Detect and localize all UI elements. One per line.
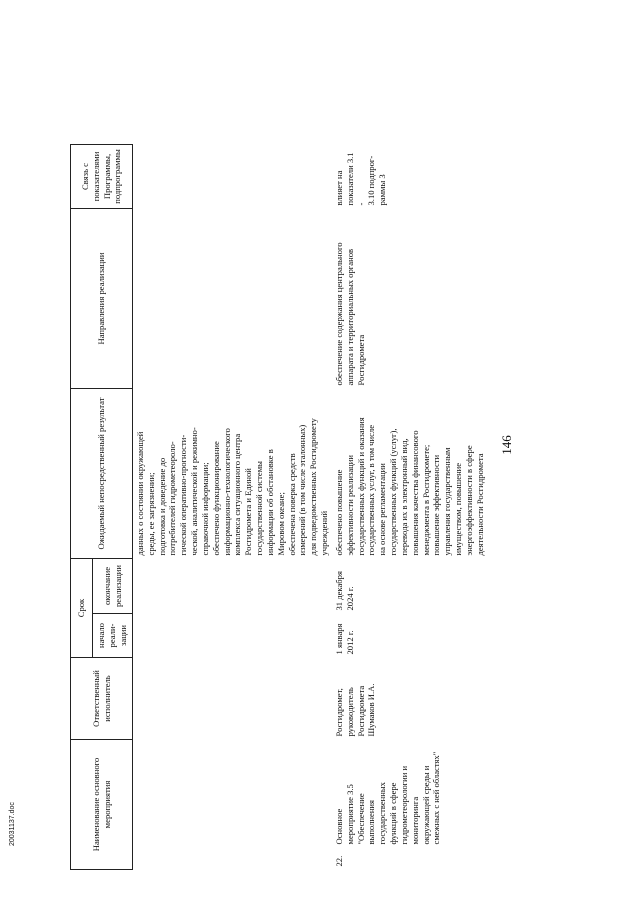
document-code: 20031137.doc	[9, 802, 16, 846]
header-end: окончание реализации	[93, 559, 133, 614]
start-date-cell: 1 января 2012 г.	[333, 623, 355, 655]
result-cell: обеспечено повышение эффективности реализации государственных функций и оказания государственных услуг, в том числе на основе регламентации государственных функций (услуг), перевода их в электронный вид, повышения качества финансового менеджмента в Росгидромете; повышение эффективности управления государственным имуществом, повышение энергоэффективности в сфере деятельности Росгидромета	[333, 417, 485, 556]
page-number: 146	[499, 435, 514, 455]
measure-name-cell: Основное мероприятие 3.5 "Обеспечение выполнения государственных функций в сфере гидрометеорологии и мониторинга окружающей среды и смежных с ней областях"	[333, 751, 442, 845]
measures-table	[70, 144, 488, 870]
end-date-cell: 31 декабря 2024 г.	[333, 571, 355, 611]
header-result: Ожидаемый непосредственный результат	[71, 389, 133, 559]
continuation-row	[133, 145, 332, 870]
header-name: Наименование основного мероприятия	[71, 740, 133, 870]
table-row	[332, 145, 488, 870]
header-directions: Направления реализации	[71, 209, 133, 389]
continuation-result-cell: данных о состоянии окружающей среды, ее загрязнении; подготовка и доведение до потребителей гидрометеороло- гической оперативно-прогности- ческой, аналитической и режимно- справочной информации; обеспечено функционирование информационно-технологического комплекса ситуационного центра Росгидромета и Единой государственной системы информации об обстановке в Мировом океане; обеспечена поверка средств измерений (в том числе эталонных) для подведомственных Росгидромету учреждений	[135, 418, 330, 556]
table-header	[71, 145, 133, 870]
header-term: Срок	[71, 559, 93, 658]
header-executor: Ответственный исполнитель	[71, 658, 133, 740]
header-link: Связь с показателями Программы, подпрограммы	[71, 145, 133, 209]
indicator-link-cell: влияет на показатели 3.1 - 3.10 подпрог- раммы 3	[333, 152, 388, 206]
header-start: начало реали-зации	[93, 614, 133, 658]
row-number: 22.	[333, 855, 344, 867]
rotated-table-sheet	[70, 70, 490, 870]
directions-cell: обеспечение содержания центрального аппарата и территориальных органов Росгидромета	[333, 242, 366, 386]
executor-cell: Росгидромет, руководитель Росгидромета Шумаков И.А.	[333, 683, 377, 737]
